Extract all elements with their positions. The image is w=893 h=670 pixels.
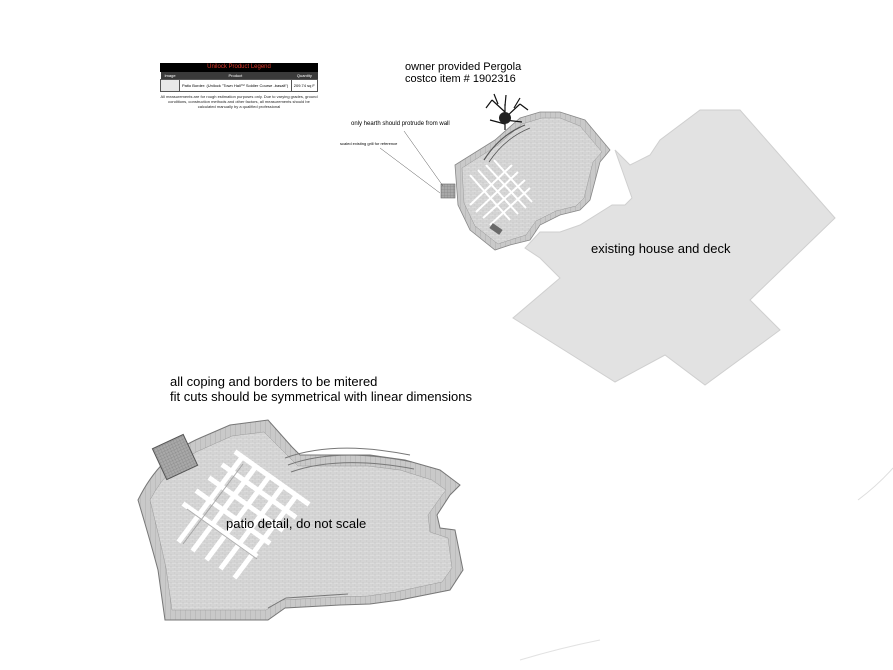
hearth-annotation: only hearth should protrude from wall [351, 121, 450, 127]
hearth-overview [441, 184, 455, 198]
legend-quantity: 209.74 sq F [291, 80, 317, 92]
grill-annotation: scaled existing grill for reference [340, 141, 398, 146]
legend-header-product: Product [180, 72, 292, 80]
legend-swatch [161, 80, 180, 92]
product-legend [160, 63, 318, 109]
patio-detail-annotation: patio detail, do not scale [226, 516, 367, 531]
grill-leader-line [380, 148, 440, 193]
legend-product: Patio Border: (Unilock "Town Hall™ Soldier Course -basalt") [180, 80, 292, 92]
background-arc-line [520, 640, 600, 660]
legend-title: Unilock Product Legend [160, 63, 318, 72]
legend-header-image: Image [161, 72, 180, 80]
pergola-annotation-line2: costco item # 1902316 [405, 73, 516, 85]
coping-annotation-line1: all coping and borders to be mitered [170, 374, 378, 389]
legend-row [161, 80, 318, 92]
legend-header-quantity: Quantity [291, 72, 317, 80]
hearth-leader-line [404, 131, 443, 186]
house-annotation: existing house and deck [591, 241, 731, 256]
coping-annotation-line2: fit cuts should be symmetrical with linear dimensions [170, 389, 473, 404]
pergola-annotation-line1: owner provided Pergola [405, 61, 522, 73]
background-arc-line [858, 468, 893, 500]
legend-disclaimer: All measurements are for rough estimation purposes only. Due to varying grades, ground conditions, construction methods and other factors, all measurements should be calculated manually by a qualified professional [160, 94, 318, 109]
legend-table [160, 72, 318, 92]
legend-header-row [161, 72, 318, 80]
